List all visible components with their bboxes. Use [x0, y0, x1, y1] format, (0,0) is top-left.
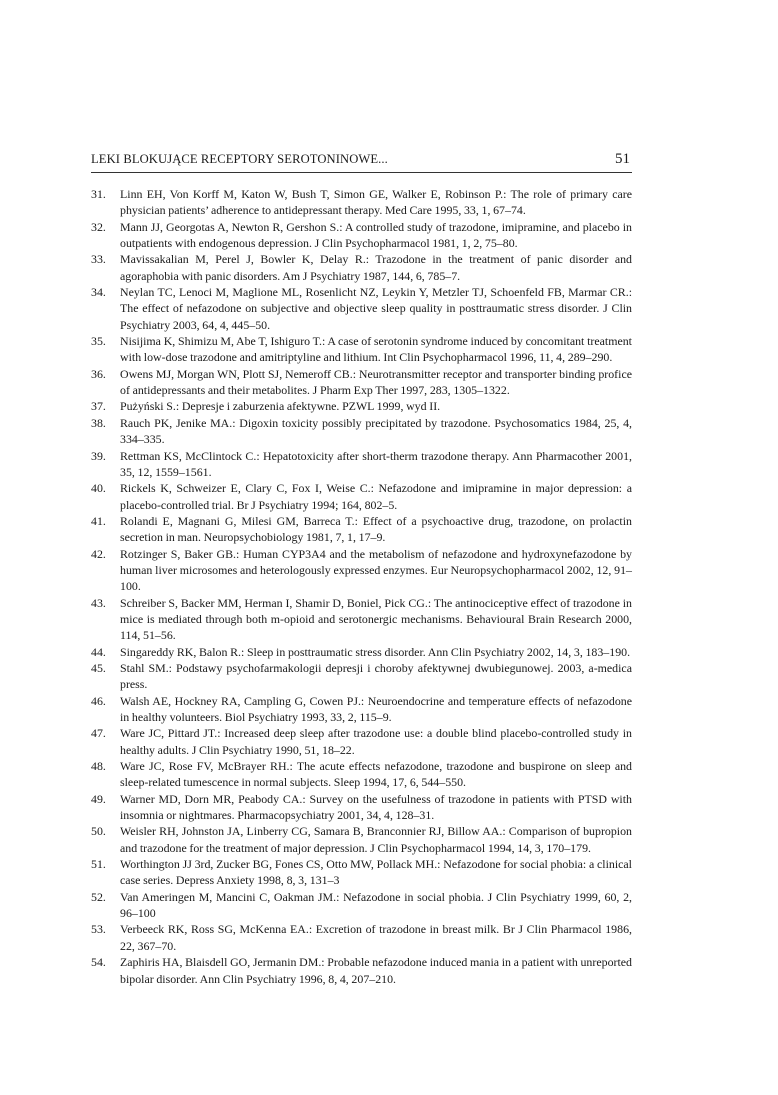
reference-text: Neylan TC, Lenoci M, Maglione ML, Rosenlicht NZ, Leykin Y, Metzler TJ, Schoenfeld FB, Marmar CR.: The effect of nefazodone on subjective and objective sleep quality in posttraumatic stress disorder. J Clin Psychiatry 2003, 64, 4, 445–50.: [120, 285, 632, 332]
reference-text: Rauch PK, Jenike MA.: Digoxin toxicity possibly precipitated by trazodone. Psychosomatics 1984, 25, 4, 334–335.: [120, 415, 632, 447]
reference-text: Pużyński S.: Depresje i zaburzenia afektywne. PZWL 1999, wyd II.: [120, 399, 441, 414]
reference-number: 37.: [91, 399, 106, 414]
reference-item: [91, 251, 632, 284]
reference-number: 42.: [91, 546, 106, 561]
page-number: 51: [615, 151, 630, 167]
reference-number: 43.: [91, 595, 106, 610]
reference-number: 35.: [91, 334, 106, 349]
reference-text: Verbeeck RK, Ross SG, McKenna EA.: Excretion of trazodone in breast milk. Br J Clin Pharmacol 1986, 22, 367–70.: [120, 922, 632, 953]
reference-text: Ware JC, Pittard JT.: Increased deep sleep after trazodone use: a double blind placebo-controlled study in healthy adults. J Clin Psychiatry 1990, 51, 18–22.: [120, 726, 632, 757]
reference-item: [91, 921, 632, 954]
reference-list: [91, 186, 632, 987]
reference-number: 44.: [91, 644, 106, 659]
reference-text: Walsh AE, Hockney RA, Campling G, Cowen PJ.: Neuroendocrine and temperature effects of nefazodone in healthy volunteers. Biol Psychiatry 1993, 33, 2, 115–9.: [120, 693, 632, 724]
reference-number: 48.: [91, 759, 106, 774]
reference-text: Zaphiris HA, Blaisdell GO, Jermanin DM.: Probable nefazodone induced mania in a patient with unreported bipolar disorder. Ann Clin Psychiatry 1996, 8, 4, 207–210.: [120, 955, 632, 986]
reference-item: [91, 398, 632, 414]
reference-item: [91, 415, 632, 448]
reference-item: [91, 693, 632, 726]
reference-text: Mann JJ, Georgotas A, Newton R, Gershon S.: A controlled study of trazodone, imipramine, and placebo in outpatients with endogenous depression. J Clin Psychopharmacol 1981, 1, 2, 75–80.: [120, 219, 632, 251]
reference-number: 47.: [91, 726, 106, 741]
reference-text: Rickels K, Schweizer E, Clary C, Fox I, Weise C.: Nefazodone and imipramine in major depression: a placebo-controlled trial. Br J Psychiatry 1994; 164, 802–5.: [120, 481, 632, 512]
reference-item: [91, 823, 632, 856]
reference-item: [91, 725, 632, 758]
reference-text: Owens MJ, Morgan WN, Plott SJ, Nemeroff CB.: Neurotransmitter receptor and transporter binding profice of antidepressants and their metabolites. J Pharm Exp Ther 1997, 283, 1305–1322.: [120, 366, 632, 398]
reference-text: Rettman KS, McClintock C.: Hepatotoxicity after short-therm trazodone therapy. Ann Pharmacother 2001, 35, 12, 1559–1561.: [120, 448, 632, 479]
reference-number: 36.: [91, 366, 106, 381]
reference-number: 33.: [91, 252, 106, 267]
reference-item: [91, 513, 632, 546]
reference-item: [91, 480, 632, 513]
reference-item: [91, 644, 632, 660]
reference-text: Nisijima K, Shimizu M, Abe T, Ishiguro T.: A case of serotonin syndrome induced by concomitant treatment with low-dose trazodone and amitriptyline and lithium. Int Clin Psychopharmacol 1996, 11, 4, 289–290.: [120, 334, 632, 365]
reference-item: [91, 186, 632, 219]
reference-text: Weisler RH, Johnston JA, Linberry CG, Samara B, Branconnier RJ, Billow AA.: Comparison of bupropion and trazodone for the treatment of major depression. J Clin Psychopharmacol 1994, 14, 3, 170–179.: [120, 824, 632, 855]
reference-item: [91, 219, 632, 252]
reference-item: [91, 889, 632, 922]
reference-item: [91, 954, 632, 987]
reference-number: 54.: [91, 955, 106, 970]
running-title: LEKI BLOKUJĄCE RECEPTORY SEROTONINOWE...: [91, 152, 388, 166]
reference-number: 51.: [91, 857, 106, 872]
reference-number: 45.: [91, 660, 106, 675]
reference-item: [91, 366, 632, 399]
reference-text: Ware JC, Rose FV, McBrayer RH.: The acute effects nefazodone, trazodone and buspirone on sleep and sleep-related tumescence in normal subjects. Sleep 1994, 17, 6, 544–550.: [120, 759, 632, 790]
reference-number: 41.: [91, 513, 106, 528]
reference-text: Rotzinger S, Baker GB.: Human CYP3A4 and the metabolism of nefazodone and hydroxynefazodone by human liver microsomes and heterologously expressed enzymes. Eur Neuropsychopharmacol 2002, 12, 91–100.: [120, 546, 632, 594]
reference-number: 50.: [91, 824, 106, 839]
reference-text: Stahl SM.: Podstawy psychofarmakologii depresji i choroby afektywnej dwubiegunowej. 2003, a-medica press.: [120, 660, 632, 692]
reference-item: [91, 284, 632, 333]
reference-number: 32.: [91, 219, 106, 234]
reference-item: [91, 595, 632, 644]
reference-number: 39.: [91, 448, 106, 463]
reference-item: [91, 791, 632, 824]
reference-item: [91, 758, 632, 791]
reference-text: Linn EH, Von Korff M, Katon W, Bush T, Simon GE, Walker E, Robinson P.: The role of primary care physician patients’ adherence to antidepressant therapy. Med Care 1995, 33, 1, 67–74.: [120, 187, 632, 218]
reference-number: 31.: [91, 187, 106, 201]
reference-number: 34.: [91, 285, 106, 300]
reference-number: 52.: [91, 889, 106, 904]
reference-number: 46.: [91, 693, 106, 708]
reference-text: Schreiber S, Backer MM, Herman I, Shamir D, Boniel, Pick CG.: The antinociceptive effect of trazodone in mice is mediated through both m-opioid and serotonergic mechanisms. Behavioural Brain Research 2000, 114, 51–56.: [120, 595, 632, 643]
reference-number: 40.: [91, 481, 106, 496]
reference-text: Van Ameringen M, Mancini C, Oakman JM.: Nefazodone in social phobia. J Clin Psychiatry 1999, 60, 2, 96–100: [120, 889, 632, 921]
reference-number: 38.: [91, 415, 106, 430]
reference-item: [91, 660, 632, 693]
reference-text: Worthington JJ 3rd, Zucker BG, Fones CS, Otto MW, Pollack MH.: Nefazodone for social phobia: a clinical case series. Depress Anxiety 1998, 8, 3, 131–3: [120, 857, 632, 888]
reference-number: 49.: [91, 791, 106, 806]
reference-text: Rolandi E, Magnani G, Milesi GM, Barreca T.: Effect of a psychoactive drug, trazodone, on prolactin secretion in man. Neuropsychobiology 1981, 7, 1, 17–9.: [120, 513, 632, 545]
reference-text: Singareddy RK, Balon R.: Sleep in posttraumatic stress disorder. Ann Clin Psychiatry 2002, 14, 3, 183–190.: [120, 644, 631, 659]
reference-item: [91, 333, 632, 366]
reference-text: Warner MD, Dorn MR, Peabody CA.: Survey on the usefulness of trazodone in patients with PTSD with insomnia or nightmares. Pharmacopsychiatry 2001, 34, 4, 128–31.: [120, 791, 632, 823]
running-header: [91, 148, 632, 173]
reference-number: 53.: [91, 922, 106, 937]
reference-item: [91, 856, 632, 889]
reference-text: Mavissakalian M, Perel J, Bowler K, Delay R.: Trazodone in the treatment of panic disorder and agoraphobia with panic disorders. Am J Psychiatry 1987, 144, 6, 785–7.: [120, 252, 632, 283]
reference-item: [91, 448, 632, 481]
reference-item: [91, 546, 632, 595]
